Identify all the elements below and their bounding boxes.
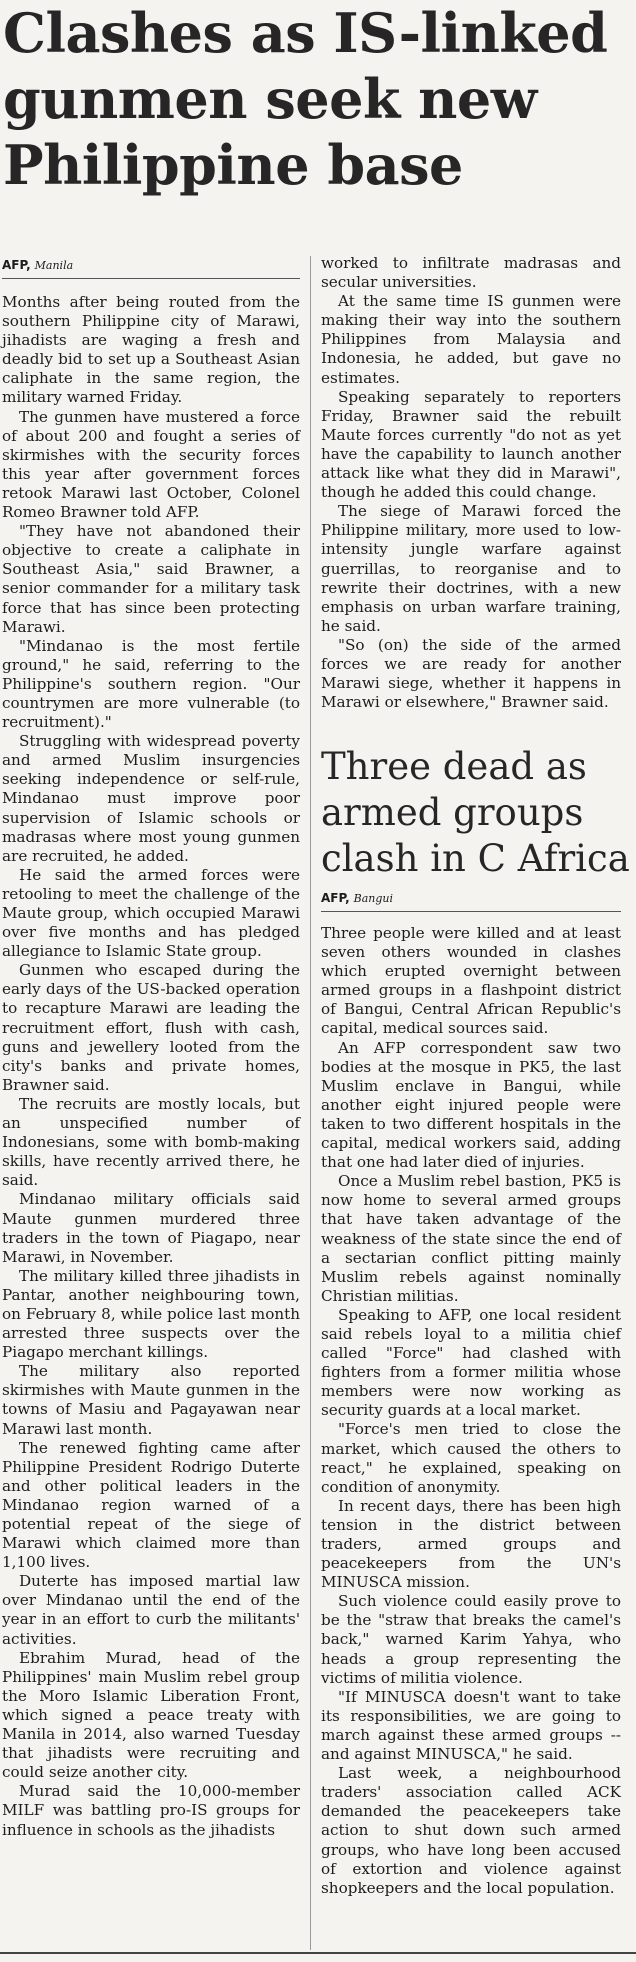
byline-rule bbox=[321, 911, 621, 912]
paragraph: Mindanao military officials said Maute gunmen murdered three traders in the town of Piagapo, near Marawi, in November. bbox=[2, 1190, 300, 1266]
paragraph: Struggling with widespread poverty and armed Muslim insurgencies seeking independence or self-rule, Mindanao must improve poor supervision of Islamic schools or madrasas where most young gunmen are recruited, he added. bbox=[2, 732, 300, 865]
paragraph: Such violence could easily prove to be the "straw that breaks the camel's back," warned Karim Yahya, who heads a group representing the victims of militia violence. bbox=[321, 1592, 621, 1687]
paragraph: Months after being routed from the southern Philippine city of Marawi, jihadists are waging a fresh and deadly bid to set up a Southeast Asian caliphate in the same region, the military warned Friday. bbox=[2, 293, 300, 407]
paragraph: Duterte has imposed martial law over Mindanao until the end of the year in an effort to curb the militants' activities. bbox=[2, 1572, 300, 1648]
byline-agency: AFP, bbox=[2, 258, 31, 272]
byline-place: Manila bbox=[34, 259, 74, 272]
paragraph: The military also reported skirmishes with Maute gunmen in the towns of Masiu and Pagayawan near Marawi last month. bbox=[2, 1362, 300, 1438]
paragraph: Ebrahim Murad, head of the Philippines' main Muslim rebel group the Moro Islamic Liberation Front, which signed a peace treaty with Manila in 2014, also warned Tuesday that jihadists were recruiting and could seize another city. bbox=[2, 1648, 300, 1782]
paragraph: Once a Muslim rebel bastion, PK5 is now home to several armed groups that have taken advantage of the weakness of the state since the end of a sectarian conflict pitting mainly Muslim rebels against nominally Christian militias. bbox=[321, 1172, 621, 1305]
paragraph: "Mindanao is the most fertile ground," he said, referring to the Philippine's southern region. "Our countrymen are more vulnerable (to recruitment)." bbox=[2, 636, 300, 732]
headline-philippines: Clashes as IS-linked gunmen seek new Philippine base bbox=[3, 1, 608, 197]
paragraph: Gunmen who escaped during the early days of the US-backed operation to recapture Marawi are leading the recruitment effort, flush with cash, guns and jewellery looted from the city's banks and private homes, Brawner said. bbox=[2, 961, 300, 1094]
paragraph: At the same time IS gunmen were making their way into the southern Philippines from Malaysia and Indonesia, he added, but gave no estimates. bbox=[321, 292, 621, 387]
paragraph: Speaking separately to reporters Friday, Brawner said the rebuilt Maute forces currently "do not as yet have the capability to launch another attack like what they did in Marawi", though he added this could change. bbox=[321, 387, 621, 502]
paragraph: The renewed fighting came after Philippine President Rodrigo Duterte and other political leaders in the Mindanao region warned of a potential repeat of the siege of Marawi which claimed more than 1,100 lives. bbox=[2, 1438, 300, 1572]
paragraph: The recruits are mostly locals, but an unspecified number of Indonesians, some with bomb-making skills, have recently arrived there, he said. bbox=[2, 1094, 300, 1190]
page-bottom-rule bbox=[0, 1952, 636, 1954]
byline-agency: AFP, bbox=[321, 891, 350, 905]
paragraph: The military killed three jihadists in Pantar, another neighbouring town, on February 8, while police last month arrested three suspects over the Piagapo merchant killings. bbox=[2, 1266, 300, 1362]
headline-central-africa: Three dead as armed groups clash in C Africa bbox=[321, 745, 630, 880]
paragraph: In recent days, there has been high tension in the district between traders, armed groups and peacekeepers from the UN's MINUSCA mission. bbox=[321, 1496, 621, 1592]
article-philippines-column-1 bbox=[2, 293, 300, 1840]
paragraph: Last week, a neighbourhood traders' association called ACK demanded the peacekeepers take action to shut down such armed groups, who have long been accused of extortion and violence against shopkeepers and the local population. bbox=[321, 1764, 621, 1897]
paragraph: Three people were killed and at least seven others wounded in clashes which erupted overnight between armed groups in a flashpoint district of Bangui, Central African Republic's capital, medical sources said. bbox=[321, 924, 621, 1038]
byline-bangui bbox=[321, 891, 393, 905]
paragraph: The siege of Marawi forced the Philippine military, more used to low-intensity jungle warfare against guerrillas, to reorganise and to rewrite their doctrines, with a new emphasis on urban warfare training, he said. bbox=[321, 502, 621, 635]
byline-manila bbox=[2, 258, 73, 272]
paragraph: "Force's men tried to close the market, which caused the others to react," he explained, speaking on condition of anonymity. bbox=[321, 1420, 621, 1496]
article-central-africa-column bbox=[321, 924, 621, 1898]
byline-rule bbox=[2, 278, 300, 279]
byline-place: Bangui bbox=[353, 892, 394, 905]
paragraph: He said the armed forces were retooling to meet the challenge of the Maute group, which occupied Marawi over five months and has pledged allegiance to Islamic State group. bbox=[2, 865, 300, 961]
column-divider bbox=[310, 256, 311, 1950]
paragraph: Speaking to AFP, one local resident said rebels loyal to a militia chief called "Force" had clashed with fighters from a former militia whose members were now working as security guards at a local market. bbox=[321, 1305, 621, 1420]
article-philippines-column-2 bbox=[321, 254, 621, 712]
paragraph: "If MINUSCA doesn't want to take its responsibilities, we are going to march against these armed groups -- and against MINUSCA," he said. bbox=[321, 1687, 621, 1764]
paragraph: worked to infiltrate madrasas and secular universities. bbox=[321, 254, 621, 292]
paragraph: "They have not abandoned their objective to create a caliphate in Southeast Asia," said Brawner, a senior commander for a military task force that has since been protecting Marawi. bbox=[2, 522, 300, 636]
paragraph: "So (on) the side of the armed forces we are ready for another Marawi siege, whether it happens in Marawi or elsewhere," Brawner said. bbox=[321, 635, 621, 712]
paragraph: The gunmen have mustered a force of about 200 and fought a series of skirmishes with the security forces this year after government forces retook Marawi last October, Colonel Romeo Brawner told AFP. bbox=[2, 407, 300, 522]
paragraph: Murad said the 10,000-member MILF was battling pro-IS groups for influence in schools as the jihadists bbox=[2, 1782, 300, 1839]
paragraph: An AFP correspondent saw two bodies at the mosque in PK5, the last Muslim enclave in Bangui, while another eight injured people were taken to two different hospitals in the capital, medical workers said, adding that one had later died of injuries. bbox=[321, 1038, 621, 1172]
